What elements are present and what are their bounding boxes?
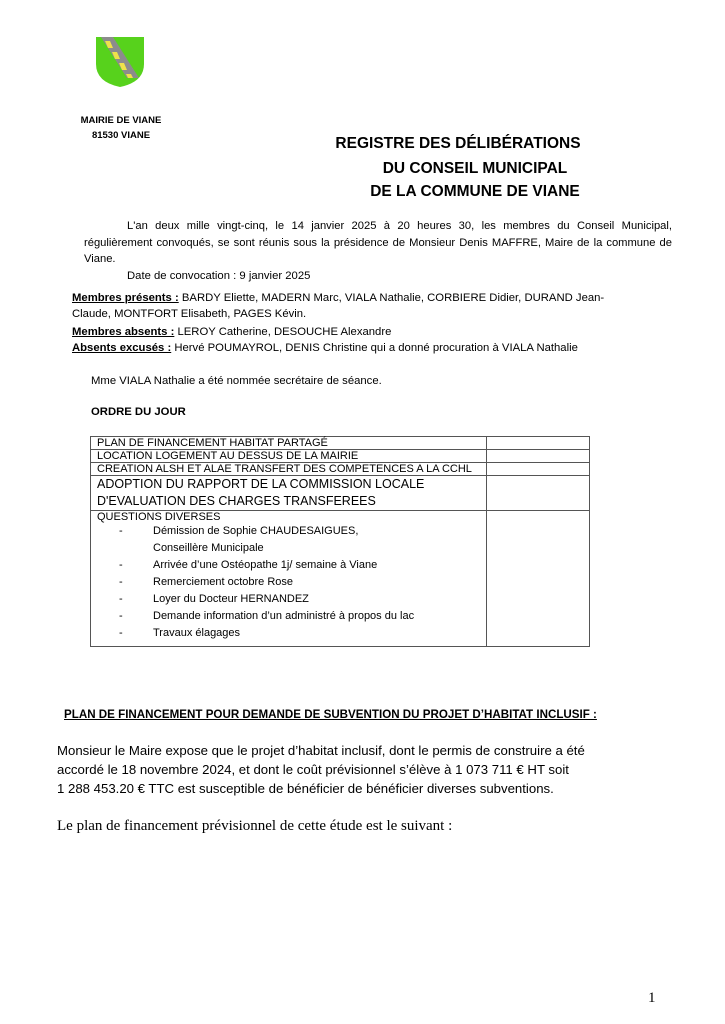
agenda-item-3: CREATION ALSH ET ALAE TRANSFERT DES COMPETENCES A LA CCHL [91, 463, 487, 476]
questions-list [97, 523, 480, 646]
question-item: - Loyer du Docteur HERNANDEZ [119, 591, 480, 608]
mairie-name: MAIRIE DE VIANE [80, 115, 162, 126]
plan-financement-sentence: Le plan de financement prévisionnel de cette étude est le suivant : [57, 818, 453, 834]
document-title-line2: DU CONSEIL MUNICIPAL [382, 160, 568, 177]
agenda-empty-cell [487, 463, 590, 476]
membres-absents-label: Membres absents : [72, 326, 175, 338]
plan-paragraph-line1: Monsieur le Maire expose que le projet d’habitat inclusif, dont le permis de construire a été [57, 743, 585, 758]
question-item: - Arrivée d’une Ostéopathe 1j/ semaine à Viane [119, 557, 480, 574]
agenda-row [91, 476, 590, 511]
question-item: - Remerciement octobre Rose [119, 574, 480, 591]
page-number: 1 [648, 990, 656, 1006]
secretaire-note: Mme VIALA Nathalie a été nommée secrétaire de séance. [91, 375, 382, 387]
plan-financement-paragraph [57, 741, 677, 798]
agenda-questions-diverses [91, 511, 487, 647]
coat-of-arms-logo [95, 36, 145, 88]
agenda-row [91, 450, 590, 463]
mairie-address [66, 113, 176, 143]
agenda-empty-cell [487, 476, 590, 511]
document-title-line1: REGISTRE DES DÉLIBÉRATIONS [335, 135, 581, 152]
membres-presents-value: BARDY Eliette, MADERN Marc, VIALA Nathalie, CORBIERE Didier, DURAND Jean- [181, 292, 605, 304]
agenda-row [91, 511, 590, 647]
agenda-row [91, 437, 590, 450]
intro-paragraph: L'an deux mille vingt-cinq, le 14 janvier 2025 à 20 heures 30, les membres du Conseil Municipal, régulièrement convoqués, se sont réunis sous la présidence de Monsieur Denis MAFFRE, Maire de la commune de Viane. [84, 220, 672, 265]
agenda-item-4 [91, 476, 487, 511]
document-title-line3: DE LA COMMUNE DE VIANE [370, 183, 580, 200]
agenda-empty-cell [487, 437, 590, 450]
plan-paragraph-line3: 1 288 453.20 € TTC est susceptible de bénéficier de bénéficier diverses subventions. [57, 781, 554, 796]
agenda-table [90, 436, 590, 647]
ordre-du-jour-heading: ORDRE DU JOUR [91, 406, 186, 418]
absents-excuses-value: Hervé POUMAYROL, DENIS Christine qui a donné procuration à VIALA Nathalie [174, 342, 578, 354]
absents-excuses [72, 340, 578, 357]
questions-diverses-title: QUESTIONS DIVERSES [97, 511, 221, 523]
plan-paragraph-line2: accordé le 18 novembre 2024, et dont le coût prévisionnel s’élève à 1 073 711 € HT soit [57, 762, 569, 777]
membres-presents-line2: Claude, MONTFORT Elisabeth, PAGES Kévin. [72, 308, 307, 320]
agenda-item-2: LOCATION LOGEMENT AU DESSUS DE LA MAIRIE [91, 450, 487, 463]
agenda-empty-cell [487, 450, 590, 463]
plan-financement-heading: PLAN DE FINANCEMENT POUR DEMANDE DE SUBVENTION DU PROJET D’HABITAT INCLUSIF : [64, 708, 597, 721]
membres-absents-value: LEROY Catherine, DESOUCHE Alexandre [177, 326, 392, 338]
mairie-postcode: 81530 VIANE [91, 130, 151, 141]
agenda-item-1: PLAN DE FINANCEMENT HABITAT PARTAGÉ [91, 437, 487, 450]
agenda-item-4-line2: D'EVALUATION DES CHARGES TRANSFEREES [97, 494, 376, 508]
membres-presents-line1 [72, 290, 604, 307]
membres-absents [72, 324, 391, 341]
question-item: - Demande information d’un administré à propos du lac [119, 608, 480, 625]
convocation-date: Date de convocation : 9 janvier 2025 [127, 270, 311, 282]
agenda-empty-cell [487, 511, 590, 647]
absents-excuses-label: Absents excusés : [72, 342, 172, 354]
question-item: - Démission de Sophie CHAUDESAIGUES, Conseillère Municipale [119, 523, 480, 557]
agenda-row [91, 463, 590, 476]
agenda-item-4-line1: ADOPTION DU RAPPORT DE LA COMMISSION LOCALE [97, 477, 425, 491]
membres-presents-label: Membres présents : [72, 292, 179, 304]
question-item: - Travaux élagages [119, 625, 480, 642]
